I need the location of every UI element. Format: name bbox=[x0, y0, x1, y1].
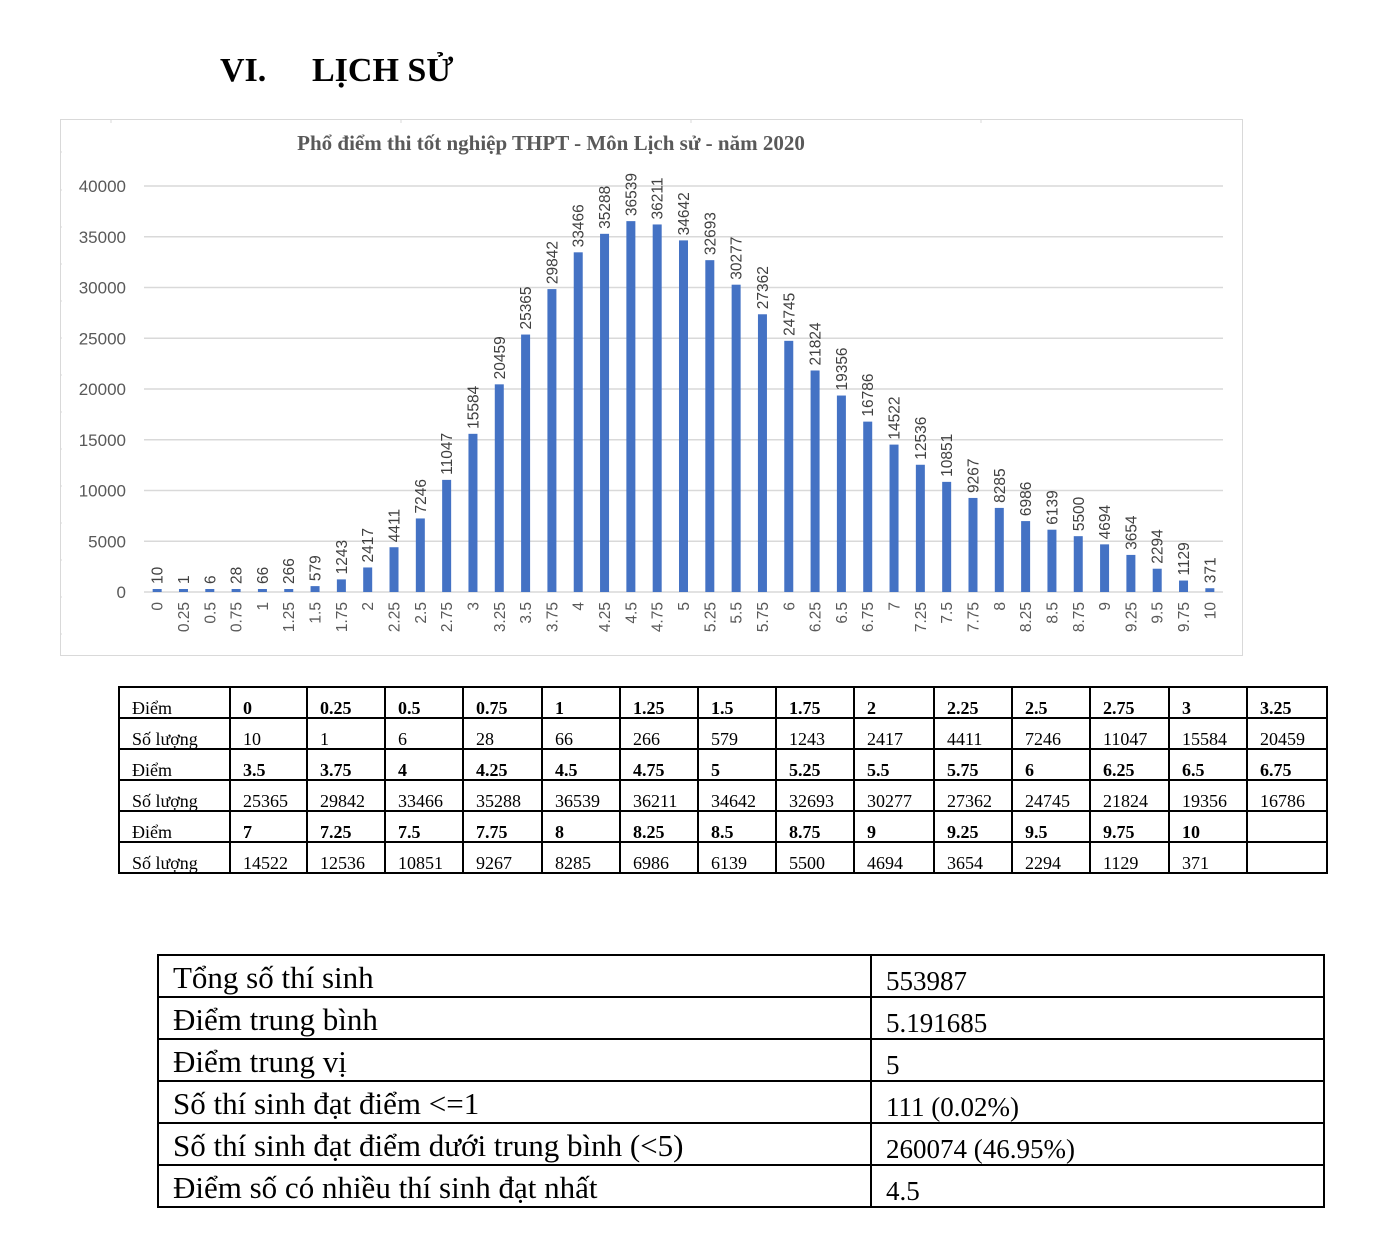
x-tick-label: 0.75 bbox=[228, 602, 246, 633]
stats-row bbox=[158, 1039, 1324, 1081]
count-cell: 21824 bbox=[1090, 780, 1169, 811]
score-cell: 4.75 bbox=[620, 749, 698, 780]
bar bbox=[916, 465, 925, 592]
score-cell bbox=[1247, 811, 1327, 842]
bar bbox=[863, 422, 872, 592]
data-label: 32693 bbox=[702, 212, 720, 256]
x-tick-label: 3.25 bbox=[491, 602, 509, 633]
x-tick-label: 2 bbox=[360, 602, 378, 611]
count-cell: 36539 bbox=[542, 780, 620, 811]
y-tick-label: 5000 bbox=[88, 532, 126, 552]
section-title: LỊCH SỬ bbox=[312, 52, 454, 89]
count-cell: 16786 bbox=[1247, 780, 1327, 811]
score-cell: 0.5 bbox=[385, 687, 463, 718]
row-label-count: Số lượng bbox=[119, 780, 230, 811]
score-cell: 6.75 bbox=[1247, 749, 1327, 780]
count-cell: 32693 bbox=[776, 780, 854, 811]
x-tick-label: 2.25 bbox=[386, 602, 404, 633]
count-cell: 19356 bbox=[1169, 780, 1247, 811]
bar bbox=[232, 589, 241, 592]
x-tick-label: 5 bbox=[676, 602, 693, 611]
score-cell: 3.25 bbox=[1247, 687, 1327, 718]
count-row bbox=[119, 718, 1327, 749]
x-tick-label: 9.25 bbox=[1123, 602, 1141, 633]
stats-row bbox=[158, 1123, 1324, 1165]
stat-value: 5 bbox=[871, 1039, 1324, 1081]
count-cell: 6 bbox=[385, 718, 463, 749]
stats-row bbox=[158, 997, 1324, 1039]
x-tick-label: 8 bbox=[991, 602, 1009, 611]
bar bbox=[205, 589, 214, 592]
x-tick-label: 7.25 bbox=[912, 602, 930, 633]
data-label: 24745 bbox=[781, 292, 799, 336]
score-cell: 9.5 bbox=[1012, 811, 1090, 842]
data-label: 36211 bbox=[649, 177, 667, 220]
count-cell: 20459 bbox=[1247, 718, 1327, 749]
score-cell: 1.75 bbox=[776, 687, 854, 718]
stat-value: 5.191685 bbox=[871, 997, 1324, 1039]
data-label: 66 bbox=[254, 566, 272, 584]
bar bbox=[390, 547, 399, 592]
x-tick-label: 3 bbox=[465, 602, 483, 611]
bar bbox=[653, 224, 662, 592]
y-tick-label: 15000 bbox=[78, 430, 126, 450]
bar bbox=[521, 335, 530, 592]
x-tick-label: 0 bbox=[149, 602, 167, 611]
score-cell: 7.75 bbox=[463, 811, 542, 842]
data-label: 266 bbox=[281, 558, 299, 584]
count-cell: 25365 bbox=[230, 780, 307, 811]
x-tick-label: 7.5 bbox=[939, 602, 957, 624]
score-cell: 6.5 bbox=[1169, 749, 1247, 780]
bar bbox=[495, 384, 504, 592]
data-label: 30277 bbox=[728, 236, 746, 280]
count-cell: 266 bbox=[620, 718, 698, 749]
x-tick-label: 6 bbox=[781, 602, 799, 611]
stats-row bbox=[158, 1081, 1324, 1123]
data-label: 19356 bbox=[833, 347, 851, 391]
bar bbox=[679, 240, 688, 592]
row-label-count: Số lượng bbox=[119, 718, 230, 749]
count-cell: 33466 bbox=[385, 780, 463, 811]
data-label: 29842 bbox=[544, 240, 562, 285]
count-cell: 36211 bbox=[620, 780, 698, 811]
data-label: 11047 bbox=[439, 432, 457, 475]
data-label: 4411 bbox=[386, 508, 404, 543]
score-cell: 8.25 bbox=[620, 811, 698, 842]
count-cell: 6986 bbox=[620, 842, 698, 873]
data-label: 1243 bbox=[333, 539, 351, 575]
count-cell: 8285 bbox=[542, 842, 620, 873]
bar bbox=[995, 508, 1004, 592]
section-number: VI. bbox=[220, 52, 267, 89]
bar bbox=[626, 221, 635, 592]
count-cell: 6139 bbox=[698, 842, 776, 873]
count-row bbox=[119, 842, 1327, 873]
score-cell: 2.25 bbox=[934, 687, 1012, 718]
score-cell: 7.25 bbox=[307, 811, 385, 842]
count-cell: 3654 bbox=[934, 842, 1012, 873]
x-tick-label: 9 bbox=[1097, 602, 1115, 611]
bar bbox=[1205, 588, 1214, 592]
data-label: 33466 bbox=[570, 204, 588, 248]
bar bbox=[153, 589, 162, 592]
count-cell: 5500 bbox=[776, 842, 854, 873]
bar bbox=[311, 586, 320, 592]
bar bbox=[1047, 530, 1056, 592]
score-cell: 0 bbox=[230, 687, 307, 718]
data-label: 35288 bbox=[597, 185, 615, 229]
y-tick-label: 20000 bbox=[78, 380, 126, 399]
count-row bbox=[119, 780, 1327, 811]
data-label: 5500 bbox=[1070, 496, 1088, 532]
score-cell: 1 bbox=[542, 687, 620, 718]
row-label-count: Số lượng bbox=[119, 842, 230, 873]
data-label: 10 bbox=[149, 566, 167, 584]
score-cell: 2.75 bbox=[1090, 687, 1169, 718]
stats-row bbox=[158, 1165, 1324, 1207]
score-cell: 0.75 bbox=[463, 687, 542, 718]
count-cell: 15584 bbox=[1169, 718, 1247, 749]
data-label: 579 bbox=[307, 555, 325, 582]
count-cell: 1129 bbox=[1090, 842, 1169, 873]
x-tick-label: 8.5 bbox=[1044, 602, 1062, 624]
bar bbox=[758, 314, 767, 592]
x-tick-label: 9.5 bbox=[1149, 602, 1167, 624]
data-label: 12536 bbox=[912, 416, 930, 460]
stat-value: 260074 (46.95%) bbox=[871, 1123, 1324, 1165]
stats-row bbox=[158, 955, 1324, 997]
x-tick-label: 6.25 bbox=[807, 602, 825, 633]
score-distribution-table bbox=[118, 686, 1328, 874]
bar bbox=[784, 341, 793, 592]
score-cell: 3.75 bbox=[307, 749, 385, 780]
score-cell: 4.5 bbox=[542, 749, 620, 780]
score-cell: 1.25 bbox=[620, 687, 698, 718]
data-label: 3654 bbox=[1123, 515, 1141, 550]
x-tick-label: 1.25 bbox=[281, 602, 299, 633]
x-tick-label: 1.75 bbox=[333, 602, 351, 633]
count-cell: 12536 bbox=[307, 842, 385, 873]
stat-value: 4.5 bbox=[871, 1165, 1324, 1207]
data-label: 15584 bbox=[465, 385, 483, 429]
count-cell bbox=[1247, 842, 1327, 873]
score-cell: 9 bbox=[854, 811, 934, 842]
y-tick-label: 10000 bbox=[78, 481, 126, 501]
x-tick-label: 4.25 bbox=[597, 602, 615, 633]
x-tick-label: 8.75 bbox=[1070, 602, 1088, 633]
x-tick-label: 7 bbox=[886, 602, 904, 611]
score-cell: 5.5 bbox=[854, 749, 934, 780]
count-cell: 1243 bbox=[776, 718, 854, 749]
bar bbox=[179, 589, 188, 592]
data-label: 1 bbox=[175, 575, 193, 584]
stat-label: Điểm số có nhiều thí sinh đạt nhất bbox=[158, 1165, 871, 1207]
x-tick-label: 4 bbox=[570, 602, 588, 611]
bar bbox=[1021, 521, 1030, 592]
score-cell: 4 bbox=[385, 749, 463, 780]
bar bbox=[1153, 569, 1162, 592]
count-cell: 14522 bbox=[230, 842, 307, 873]
score-cell: 3.5 bbox=[230, 749, 307, 780]
score-cell: 2.5 bbox=[1012, 687, 1090, 718]
score-cell: 5.25 bbox=[776, 749, 854, 780]
score-cell: 6.25 bbox=[1090, 749, 1169, 780]
bar bbox=[837, 396, 846, 592]
bar bbox=[547, 289, 556, 592]
x-tick-label: 5.25 bbox=[702, 602, 720, 633]
score-cell: 9.75 bbox=[1090, 811, 1169, 842]
data-label: 20459 bbox=[491, 336, 509, 380]
stat-label: Điểm trung vị bbox=[158, 1039, 871, 1081]
data-label: 16786 bbox=[860, 373, 878, 417]
bar bbox=[574, 252, 583, 592]
count-cell: 28 bbox=[463, 718, 542, 749]
x-tick-label: 0.25 bbox=[175, 602, 193, 633]
bar bbox=[416, 518, 425, 592]
stat-label: Số thí sinh đạt điểm dưới trung bình (<5) bbox=[158, 1123, 871, 1165]
data-label: 6986 bbox=[1018, 481, 1036, 517]
score-row bbox=[119, 687, 1327, 718]
x-tick-label: 0.5 bbox=[202, 602, 220, 624]
data-label: 8285 bbox=[991, 468, 1009, 503]
x-tick-label: 6.5 bbox=[833, 602, 851, 624]
count-cell: 11047 bbox=[1090, 718, 1169, 749]
bar bbox=[337, 579, 346, 592]
score-cell: 5 bbox=[698, 749, 776, 780]
score-cell: 8.5 bbox=[698, 811, 776, 842]
score-cell: 2 bbox=[854, 687, 934, 718]
bar bbox=[284, 589, 293, 592]
stat-value: 111 (0.02%) bbox=[871, 1081, 1324, 1123]
x-tick-label: 1 bbox=[254, 602, 272, 611]
data-label: 10851 bbox=[939, 433, 957, 477]
count-cell: 4411 bbox=[934, 718, 1012, 749]
score-cell: 9.25 bbox=[934, 811, 1012, 842]
x-tick-label: 4.75 bbox=[649, 602, 667, 633]
count-cell: 7246 bbox=[1012, 718, 1090, 749]
bar bbox=[442, 480, 451, 592]
count-cell: 2294 bbox=[1012, 842, 1090, 873]
count-cell: 66 bbox=[542, 718, 620, 749]
bar bbox=[942, 482, 951, 592]
x-tick-label: 2.75 bbox=[439, 602, 457, 633]
x-tick-label: 8.25 bbox=[1018, 602, 1036, 633]
score-cell: 1.5 bbox=[698, 687, 776, 718]
bar bbox=[811, 370, 820, 592]
stat-label: Tổng số thí sinh bbox=[158, 955, 871, 997]
data-label: 14522 bbox=[886, 396, 904, 440]
bar bbox=[890, 445, 899, 592]
count-cell: 10851 bbox=[385, 842, 463, 873]
count-cell: 579 bbox=[698, 718, 776, 749]
bar bbox=[1100, 544, 1109, 592]
bar bbox=[258, 589, 267, 592]
x-tick-label: 4.5 bbox=[623, 602, 641, 624]
data-label: 27362 bbox=[754, 266, 772, 310]
x-tick-label: 5.75 bbox=[754, 602, 772, 633]
count-cell: 24745 bbox=[1012, 780, 1090, 811]
score-row bbox=[119, 749, 1327, 780]
x-tick-label: 9.75 bbox=[1176, 602, 1194, 633]
count-cell: 9267 bbox=[463, 842, 542, 873]
score-cell: 7.5 bbox=[385, 811, 463, 842]
data-label: 25365 bbox=[518, 286, 536, 330]
bar bbox=[1126, 555, 1135, 592]
chart-container bbox=[60, 119, 1243, 656]
y-tick-label: 35000 bbox=[78, 227, 126, 247]
x-tick-label: 2.5 bbox=[412, 602, 430, 624]
data-label: 28 bbox=[228, 566, 246, 584]
count-cell: 371 bbox=[1169, 842, 1247, 873]
bar bbox=[600, 234, 609, 592]
bar bbox=[1179, 581, 1188, 592]
bar bbox=[705, 260, 714, 592]
count-cell: 35288 bbox=[463, 780, 542, 811]
count-cell: 1 bbox=[307, 718, 385, 749]
count-cell: 10 bbox=[230, 718, 307, 749]
count-cell: 27362 bbox=[934, 780, 1012, 811]
data-label: 34642 bbox=[676, 192, 693, 236]
count-cell: 29842 bbox=[307, 780, 385, 811]
x-tick-label: 6.75 bbox=[860, 602, 878, 633]
row-label-score: Điểm bbox=[119, 811, 230, 842]
bar bbox=[363, 567, 372, 592]
row-label-score: Điểm bbox=[119, 749, 230, 780]
bar-chart bbox=[61, 120, 1244, 657]
data-label: 371 bbox=[1202, 557, 1220, 584]
score-cell: 8 bbox=[542, 811, 620, 842]
data-label: 7246 bbox=[412, 478, 430, 514]
x-tick-label: 7.75 bbox=[965, 602, 983, 633]
bar bbox=[468, 434, 477, 592]
data-label: 2294 bbox=[1149, 529, 1167, 564]
data-label: 4694 bbox=[1097, 504, 1115, 540]
data-label: 21824 bbox=[807, 322, 825, 366]
stat-label: Số thí sinh đạt điểm <=1 bbox=[158, 1081, 871, 1123]
data-label: 6 bbox=[202, 575, 220, 584]
stat-label: Điểm trung bình bbox=[158, 997, 871, 1039]
count-cell: 2417 bbox=[854, 718, 934, 749]
score-cell: 10 bbox=[1169, 811, 1247, 842]
data-label: 36539 bbox=[623, 173, 641, 217]
bar bbox=[732, 285, 741, 592]
score-cell: 0.25 bbox=[307, 687, 385, 718]
chart-title: Phổ điểm thi tốt nghiệp THPT - Môn Lịch sử - năm 2020 bbox=[297, 131, 805, 155]
bar bbox=[1074, 536, 1083, 592]
data-label: 2417 bbox=[360, 527, 378, 563]
data-label: 6139 bbox=[1044, 490, 1062, 525]
score-cell: 7 bbox=[230, 811, 307, 842]
score-cell: 4.25 bbox=[463, 749, 542, 780]
score-cell: 8.75 bbox=[776, 811, 854, 842]
bar bbox=[968, 498, 977, 592]
score-cell: 5.75 bbox=[934, 749, 1012, 780]
y-tick-label: 0 bbox=[116, 583, 126, 602]
y-tick-label: 40000 bbox=[78, 177, 126, 196]
x-tick-label: 5.5 bbox=[728, 602, 746, 624]
data-label: 9267 bbox=[965, 458, 983, 493]
count-cell: 30277 bbox=[854, 780, 934, 811]
x-tick-label: 1.5 bbox=[307, 602, 325, 624]
x-tick-label: 3.5 bbox=[518, 602, 536, 624]
y-tick-label: 30000 bbox=[78, 278, 126, 298]
y-tick-label: 25000 bbox=[78, 329, 126, 349]
x-tick-label: 3.75 bbox=[544, 602, 562, 633]
x-tick-label: 10 bbox=[1202, 602, 1220, 620]
data-label: 1129 bbox=[1176, 542, 1194, 576]
stat-value: 553987 bbox=[871, 955, 1324, 997]
score-row bbox=[119, 811, 1327, 842]
score-cell: 3 bbox=[1169, 687, 1247, 718]
score-cell: 6 bbox=[1012, 749, 1090, 780]
statistics-summary-table bbox=[157, 954, 1325, 1208]
count-cell: 4694 bbox=[854, 842, 934, 873]
count-cell: 34642 bbox=[698, 780, 776, 811]
row-label-score: Điểm bbox=[119, 687, 230, 718]
